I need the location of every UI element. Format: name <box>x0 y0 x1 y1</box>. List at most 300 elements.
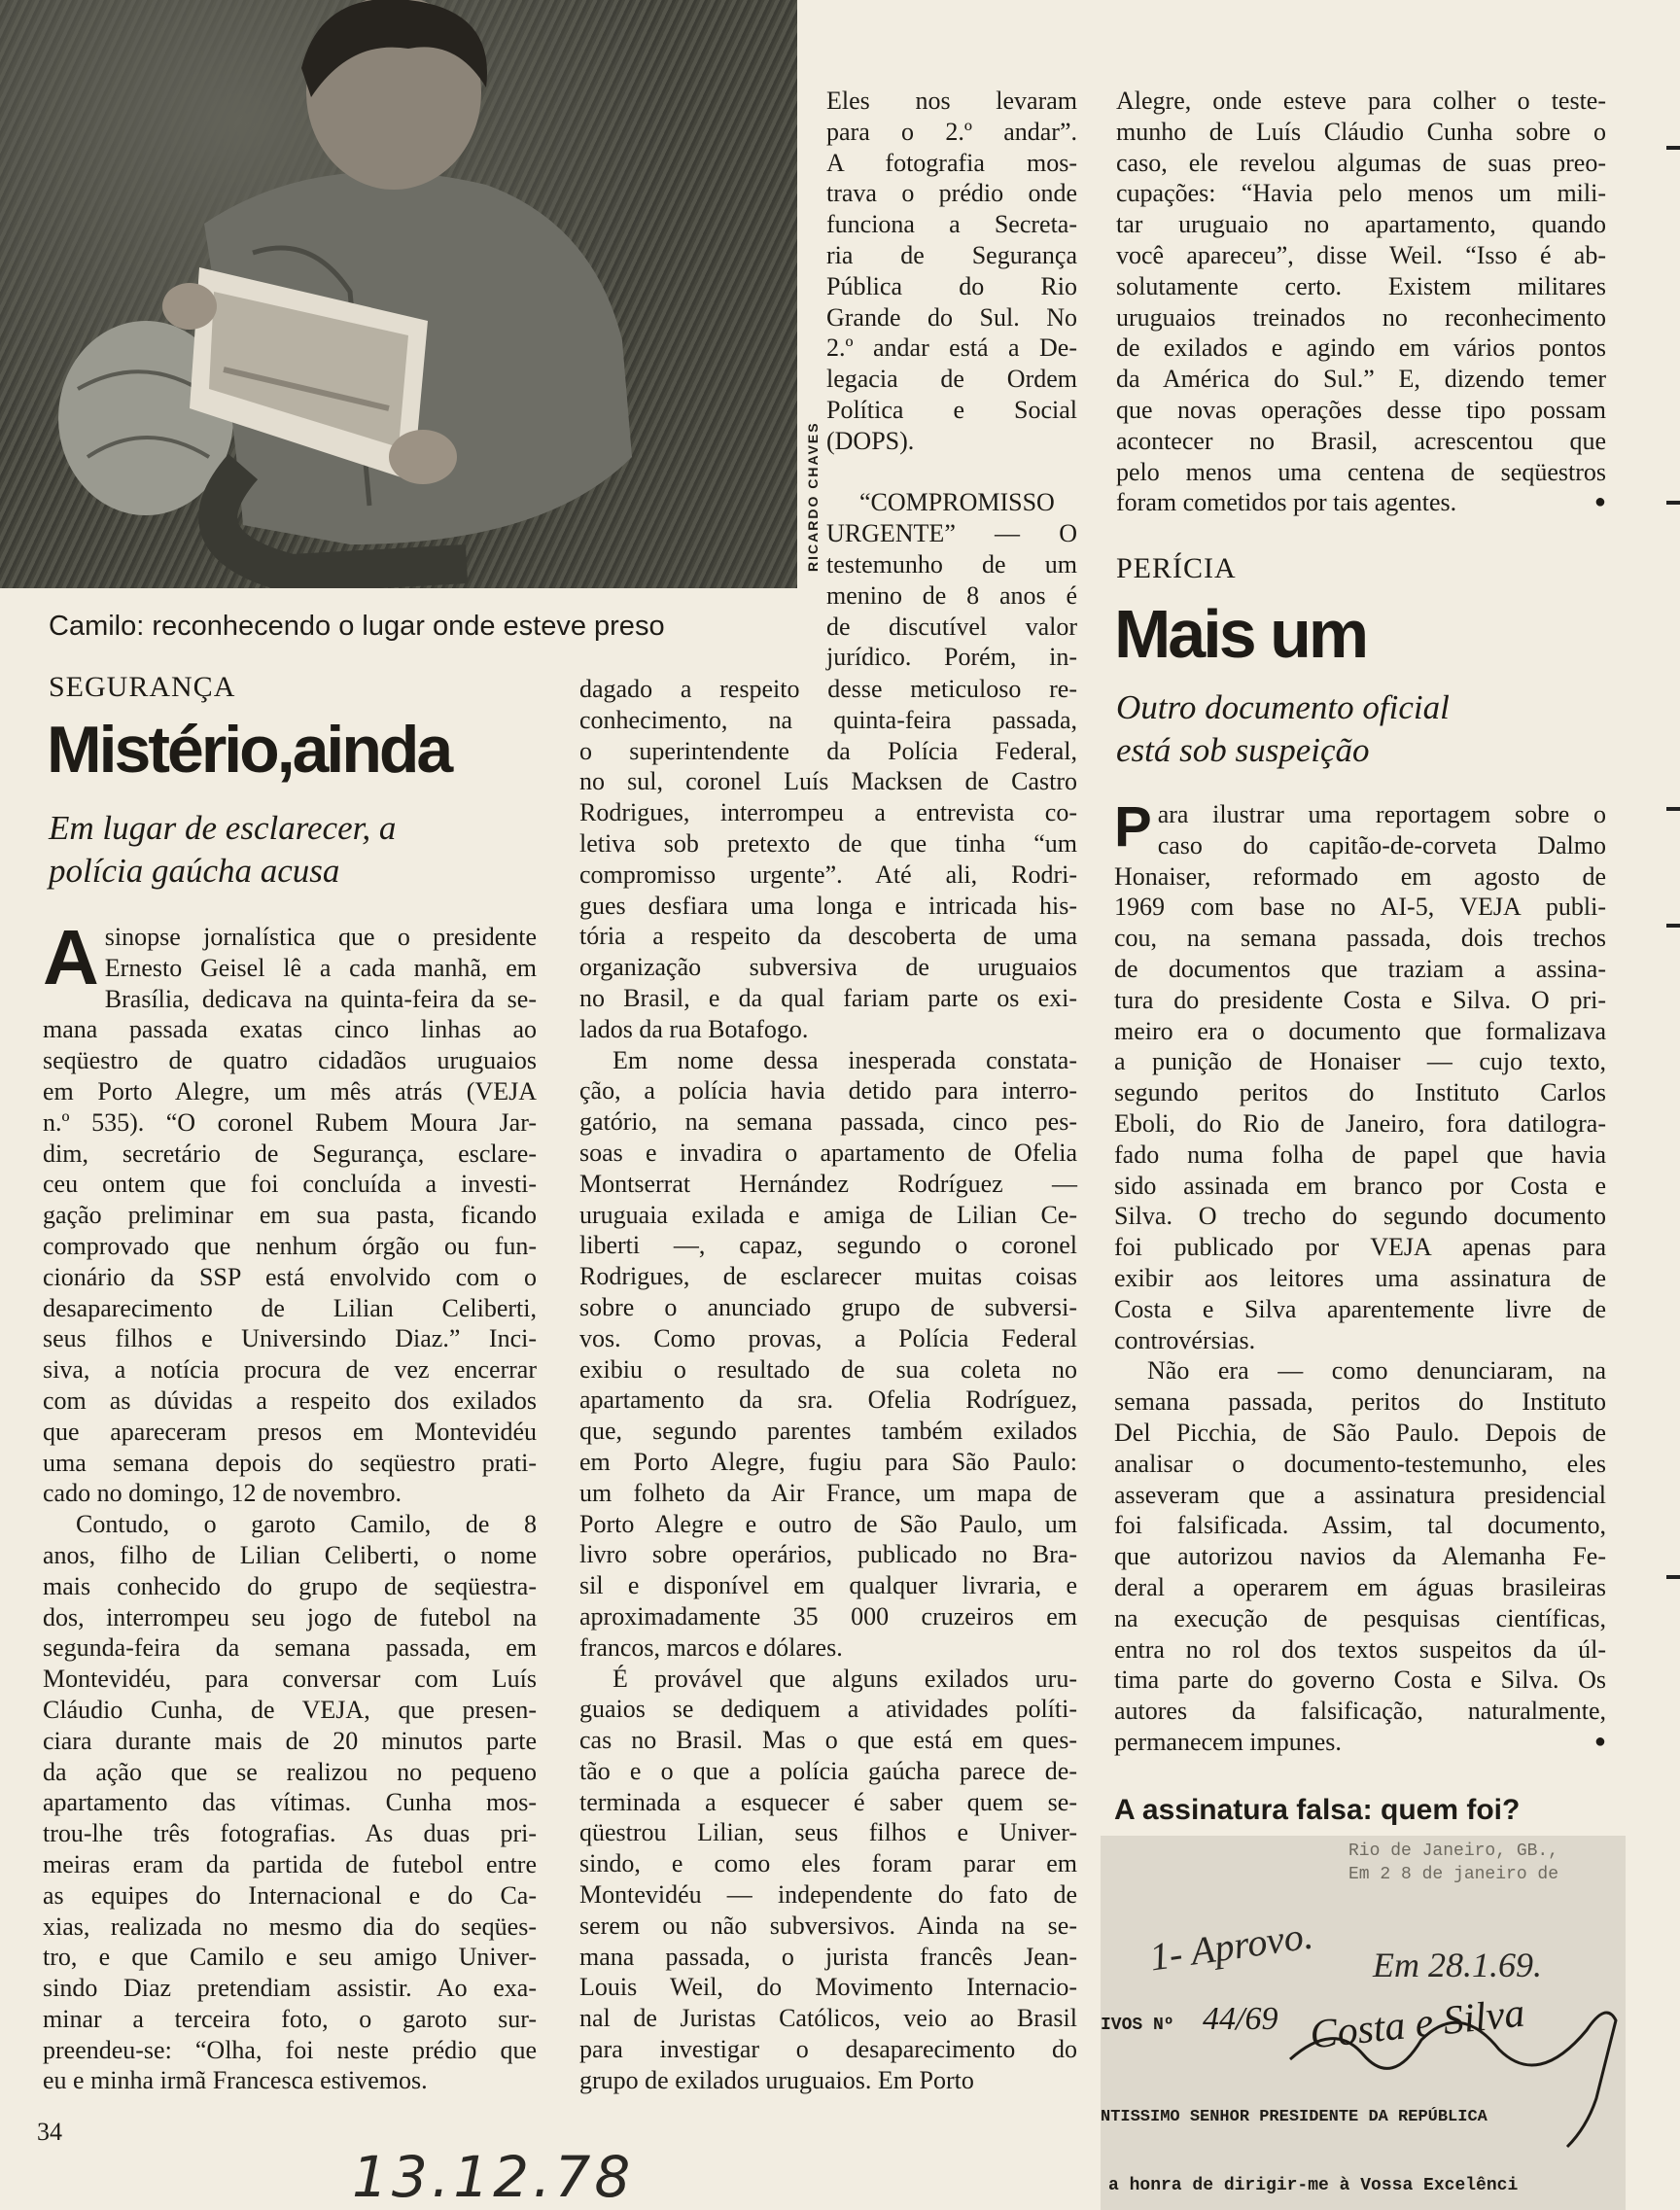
text-line <box>579 705 1077 736</box>
text-line <box>1114 1727 1606 1758</box>
text-line-content: ção, a polícia havia detido para interro- <box>579 1076 1077 1105</box>
text-line-content: liberti —, capaz, segundo o coronel <box>579 1231 1077 1260</box>
text-line-content: permanecem impunes. <box>1114 1727 1342 1756</box>
text-line <box>43 1231 537 1262</box>
text-line <box>43 1664 537 1695</box>
text-line <box>43 1632 537 1664</box>
text-line <box>579 1756 1077 1787</box>
dek2-line-2: está sob suspeição <box>1116 731 1370 769</box>
article-column-2-top <box>826 86 1077 673</box>
text-line-content: livro sobre operários, publicado no Bra- <box>579 1540 1077 1569</box>
text-line-content: (DOPS). <box>826 426 915 455</box>
article-column-2 <box>579 674 1077 2096</box>
text-line-content: no Brasil, e da qual fariam parte os exi- <box>579 983 1077 1012</box>
text-line <box>579 1230 1077 1261</box>
text-line-content: grupo de exilados uruguaios. Em Porto <box>579 2065 974 2094</box>
text-line <box>43 1973 537 2004</box>
text-line-content: acontecer no Brasil, acrescentou que <box>1116 426 1606 455</box>
text-line-content: que novas operações desse tipo possam <box>1116 395 1606 424</box>
text-line-content: tória a respeito da descoberta de uma <box>579 922 1077 951</box>
text-line-content: trava o prédio onde <box>826 179 1077 208</box>
text-line <box>43 1448 537 1479</box>
text-line <box>826 549 1077 580</box>
text-line <box>579 1570 1077 1601</box>
article-2-body <box>1114 795 1606 1758</box>
text-line <box>579 2034 1077 2065</box>
text-line <box>1114 923 1606 954</box>
text-line <box>1114 1325 1606 1356</box>
text-line <box>43 953 537 984</box>
text-line <box>1114 1355 1606 1386</box>
text-line-content: Honaiser, reformado em agosto de <box>1114 861 1606 891</box>
text-line <box>1116 209 1606 240</box>
text-line <box>1114 1480 1606 1511</box>
text-line <box>1116 240 1606 271</box>
text-line-content: cupações: “Havia pelo menos um mili- <box>1116 179 1606 208</box>
text-line-content: no sul, coronel Luís Macksen de Castro <box>579 767 1077 796</box>
text-line-content: jurídico. Porém, in- <box>826 643 1077 672</box>
text-line <box>1116 117 1606 148</box>
text-line-content: Cláudio Cunha, de VEJA, que presen- <box>43 1695 537 1724</box>
text-line <box>43 1942 537 1973</box>
text-line-content: desaparecimento de Lilian Celiberti, <box>43 1293 537 1322</box>
text-line-content: Porto Alegre e outro de São Paulo, um <box>579 1509 1077 1538</box>
text-line <box>43 1200 537 1231</box>
text-line <box>43 2065 537 2096</box>
text-line-content: deral a operarem em águas brasileiras <box>1114 1572 1606 1601</box>
text-line <box>1116 364 1606 395</box>
text-line <box>1114 1201 1606 1232</box>
text-line-content: o superintendente da Polícia Federal, <box>579 736 1077 765</box>
doc-avisos: IVOS Nº <box>1101 2016 1174 2035</box>
text-line <box>826 148 1077 179</box>
text-line-content: da América do Sul.” E, dizendo temer <box>1116 365 1606 394</box>
text-line-content: gação preliminar em sua pasta, ficando <box>43 1201 537 1230</box>
text-line-content: cado no domingo, 12 de novembro. <box>43 1479 402 1508</box>
text-line <box>1116 271 1606 302</box>
handwritten-date: 13.12.78 <box>352 2144 635 2210</box>
text-line <box>579 1045 1077 1076</box>
text-line <box>826 426 1077 457</box>
text-line-content: sindo Diaz pretendiam assistir. Ao exa- <box>43 1974 537 2003</box>
text-line-content: apartamento da sra. Ofelia Rodríguez, <box>579 1386 1077 1415</box>
text-line-content: controvérsias. <box>1114 1325 1256 1354</box>
text-line-content: ciara durante mais de 20 minutos parte <box>43 1726 537 1755</box>
text-line-content: foi publicado por VEJA apenas para <box>1114 1233 1606 1262</box>
text-line <box>43 1139 537 1170</box>
text-line <box>579 1664 1077 1695</box>
text-line-content: qüestrou Lilian, seus filhos e Univer- <box>579 1818 1077 1847</box>
text-line-content: guaios se dediquem a atividades políti- <box>579 1695 1077 1724</box>
text-line <box>1116 148 1606 179</box>
text-line-content: meiras eram da partida de futebol entre <box>43 1849 537 1878</box>
text-line-content: uma semana depois do seqüestro prati- <box>43 1448 537 1477</box>
text-line <box>1114 861 1606 893</box>
text-line-content: Montserrat Hernández Rodríguez — <box>579 1169 1077 1198</box>
text-line <box>826 612 1077 643</box>
text-line-content: mana passada exatas cinco linhas ao <box>43 1015 537 1044</box>
text-line <box>1114 1232 1606 1263</box>
text-line <box>1114 1077 1606 1108</box>
text-line-content: vos. Como provas, a Polícia Federal <box>579 1323 1077 1352</box>
text-line <box>43 1107 537 1139</box>
text-line <box>1116 178 1606 209</box>
text-line <box>826 117 1077 148</box>
text-line <box>43 1509 537 1540</box>
edge-mark <box>1666 1575 1680 1579</box>
photo-credit: RICARDO CHAVES <box>805 421 821 572</box>
text-line-content: da ação que se realizou no pequeno <box>43 1757 537 1786</box>
text-line-content: ria de Segurança <box>826 240 1077 269</box>
text-line-content: foram cometidos por tais agentes. <box>1116 488 1457 517</box>
text-line <box>826 86 1077 117</box>
text-line-content: trou-lhe três fotografias. As duas pri- <box>43 1819 537 1848</box>
text-line-content: na execução de pesquisas científicas, <box>1114 1603 1606 1632</box>
text-line-content: entra no rol dos textos suspeitos da úl- <box>1114 1634 1606 1664</box>
text-line <box>1116 333 1606 364</box>
headline: Mistério,ainda <box>47 713 451 787</box>
text-line-content: eu e minha irmã Francesca estivemos. <box>43 2066 428 2095</box>
text-line <box>579 2065 1077 2096</box>
text-line-content: exibiu o resultado de sua coleta no <box>579 1354 1077 1384</box>
doc-salutation: NTISSIMO SENHOR PRESIDENTE DA REPÚBLICA <box>1101 2108 1488 2126</box>
text-line <box>579 1509 1077 1540</box>
text-line-content: Rodrigues, interrompeu a entrevista co- <box>579 798 1077 827</box>
text-line-content: sobre o anunciado grupo de subversi- <box>579 1292 1077 1321</box>
text-line-content: caso do capitão-de-corveta Dalmo <box>1157 830 1606 859</box>
text-line <box>43 1014 537 1045</box>
text-line <box>43 1849 537 1880</box>
text-line-content: tima parte do governo Costa e Silva. Os <box>1114 1666 1606 1695</box>
text-line-content: com as dúvidas a respeito dos exilados <box>43 1386 537 1415</box>
text-line <box>579 1817 1077 1848</box>
photo-caption: Camilo: reconhecendo o lugar onde esteve preso <box>49 611 665 642</box>
text-line-content: caso, ele revelou algumas de suas preo- <box>1116 148 1606 177</box>
text-line <box>43 1169 537 1200</box>
text-line-content: foi falsificada. Assim, tal documento, <box>1114 1511 1606 1540</box>
doc-body-line: a honra de dirigir-me à Vossa Excelênci <box>1108 2176 1519 2195</box>
text-line-content: um folheto da Air France, um mapa de <box>579 1478 1077 1507</box>
text-line <box>579 983 1077 1014</box>
text-line-content: cas no Brasil. Mas o que está em ques- <box>579 1726 1077 1755</box>
text-line <box>43 1478 537 1509</box>
text-line-content: dagado a respeito desse meticuloso re- <box>579 675 1077 703</box>
text-line <box>826 240 1077 271</box>
text-line <box>579 1725 1077 1756</box>
text-line <box>43 1695 537 1726</box>
text-line <box>43 1076 537 1107</box>
text-line <box>1116 457 1606 488</box>
text-line-content: asseveram que a assinatura presidencial <box>1114 1480 1606 1509</box>
doc-avisos-number: 44/69 <box>1203 2001 1278 2037</box>
text-line-content: xias, realizada no mesmo dia do seqües- <box>43 1912 537 1941</box>
text-line <box>1116 426 1606 457</box>
text-line <box>826 518 1077 549</box>
text-line-content: menino de 8 anos é <box>826 580 1077 610</box>
text-line <box>1114 1541 1606 1572</box>
text-line <box>1114 1386 1606 1418</box>
text-line-content: pelo menos uma centena de seqüestros <box>1116 457 1606 486</box>
text-line <box>579 674 1077 705</box>
text-line-content: nal de Juristas Católicos, veio ao Brasil <box>579 2004 1077 2033</box>
text-line <box>43 1787 537 1818</box>
text-line-content: francos, marcos e dólares. <box>579 1632 843 1662</box>
text-line-content: meiro era o documento que formalizava <box>1114 1016 1606 1045</box>
dek-line-2: polícia gaúcha acusa <box>49 852 340 890</box>
text-line-content: uruguaia exilada e amiga de Lilian Ce- <box>579 1200 1077 1229</box>
article-column-3 <box>1116 86 1606 518</box>
text-line <box>579 1354 1077 1386</box>
dek-line-1: Em lugar de esclarecer, a <box>49 809 397 847</box>
text-line <box>579 1539 1077 1570</box>
dek2-line-1: Outro documento oficial <box>1116 688 1450 726</box>
photo-camilo <box>0 0 797 613</box>
text-line <box>579 2003 1077 2034</box>
text-line <box>826 395 1077 426</box>
text-line-content: Eles nos levaram <box>826 87 1077 115</box>
text-line <box>579 736 1077 767</box>
text-line <box>43 1757 537 1788</box>
text-line <box>43 922 537 953</box>
text-line <box>43 1262 537 1293</box>
text-line <box>579 828 1077 859</box>
text-line-content: mais conhecido do grupo de seqüestra- <box>43 1571 537 1600</box>
text-line-content: em Porto Alegre, um mês atrás (VEJA <box>43 1076 537 1105</box>
text-line-content: compromisso urgente”. Até ali, Rodri- <box>579 859 1077 889</box>
text-line-content: sil e disponível em qualquer livraria, e <box>579 1571 1077 1600</box>
text-line <box>826 487 1077 518</box>
text-line-content: seqüestro de quatro cidadãos uruguaios <box>43 1046 537 1075</box>
text-line-content: Pública do Rio <box>826 271 1077 300</box>
text-line <box>1114 1449 1606 1480</box>
text-line <box>579 1972 1077 2003</box>
text-line-content: preendeu-se: “Olha, foi neste prédio que <box>43 2035 537 2064</box>
text-line-content: Montevidéu, para conversar com Luís <box>43 1665 537 1694</box>
text-line <box>579 1323 1077 1354</box>
text-line-content: aproximadamente 35 000 cruzeiros em <box>579 1601 1077 1631</box>
text-line <box>1114 1634 1606 1666</box>
text-line <box>43 1726 537 1757</box>
text-line-content: 2.º andar está a De- <box>826 333 1077 363</box>
text-line-content: Brasília, dedicava na quinta-feira da se- <box>104 984 537 1013</box>
text-line <box>579 1075 1077 1106</box>
headline-2: Mais um <box>1114 596 1367 672</box>
text-line-content: funciona a Secreta- <box>826 210 1077 239</box>
text-line <box>43 1045 537 1076</box>
text-line-content: de discutível valor <box>826 612 1077 641</box>
text-line <box>826 209 1077 240</box>
text-line-content: autores da falsificação, naturalmente, <box>1114 1697 1606 1726</box>
text-line <box>43 1540 537 1571</box>
text-line-content: seus filhos e Universindo Diaz.” Inci- <box>43 1324 537 1353</box>
text-line <box>579 1787 1077 1818</box>
text-line-content: solutamente certo. Existem militares <box>1116 271 1606 300</box>
text-line <box>43 1354 537 1386</box>
text-line-content: Alegre, onde esteve para colher o teste- <box>1116 87 1606 115</box>
text-line-content: semana passada, peritos do Instituto <box>1114 1387 1606 1417</box>
text-line <box>1114 1171 1606 1202</box>
text-line <box>826 364 1077 395</box>
text-line-content: ceu ontem que foi concluída a investi- <box>43 1170 537 1199</box>
end-mark: ● <box>1579 1730 1606 1752</box>
text-line <box>1114 1696 1606 1727</box>
text-line-content: a punição de Honaiser — cujo texto, <box>1114 1047 1606 1076</box>
text-line <box>43 2004 537 2035</box>
text-line-content: de exilados e agindo em vários pontos <box>1116 333 1606 363</box>
text-line <box>579 952 1077 983</box>
text-line <box>579 1106 1077 1138</box>
text-line-content: fado numa folha de papel que havia <box>1114 1140 1606 1169</box>
text-line <box>579 1478 1077 1509</box>
text-line <box>579 921 1077 952</box>
text-line-content: cou, na semana passada, dois trechos <box>1114 924 1606 953</box>
text-line-content: É provável que alguns exilados uru- <box>612 1664 1077 1693</box>
text-line-content: para o 2.º andar”. <box>826 117 1077 146</box>
text-line <box>1114 1510 1606 1541</box>
text-line-content: legacia de Ordem <box>826 365 1077 394</box>
text-line <box>1114 1418 1606 1449</box>
text-line-content: Política e Social <box>826 395 1077 424</box>
text-line-content: tura do presidente Costa e Silva. O pri- <box>1114 985 1606 1014</box>
text-line <box>1114 954 1606 985</box>
text-line <box>579 766 1077 797</box>
text-line <box>579 1879 1077 1911</box>
text-line <box>579 1416 1077 1447</box>
edge-mark <box>1666 924 1680 928</box>
text-line-content: serem ou não subversivos. Ainda na se- <box>579 1911 1077 1940</box>
text-line-content: exibir aos leitores uma assinatura de <box>1114 1263 1606 1292</box>
text-line-content: letiva sob pretexto de que tinha “um <box>579 828 1077 858</box>
text-line-content: tro, e que Camilo e seu amigo Univer- <box>43 1943 537 1972</box>
text-line-content: “COMPROMISSO <box>859 488 1055 517</box>
text-line-content: uruguaios treinados no reconhecimento <box>1116 302 1606 332</box>
text-line <box>579 1601 1077 1632</box>
text-line <box>579 1385 1077 1416</box>
text-line <box>43 1417 537 1448</box>
text-line <box>826 302 1077 333</box>
text-line <box>579 891 1077 922</box>
text-line-content: em Porto Alegre, fugiu para São Paulo: <box>579 1447 1077 1476</box>
text-line <box>1114 1046 1606 1077</box>
text-line-content: URGENTE” — O <box>826 519 1077 548</box>
section-label: SEGURANÇA <box>49 671 236 703</box>
text-line <box>579 1169 1077 1200</box>
text-line <box>43 1293 537 1324</box>
text-line-content: munho de Luís Cláudio Cunha sobre o <box>1116 117 1606 146</box>
text-line <box>43 984 537 1015</box>
text-line-content: para investigar o desaparecimento do <box>579 2035 1077 2064</box>
text-line <box>1116 487 1606 518</box>
doc-date-handwritten: Em 28.1.69. <box>1373 1946 1542 1984</box>
text-line <box>826 271 1077 302</box>
end-mark: ● <box>1579 491 1606 513</box>
text-line-content: soas e invadira o apartamento de Ofelia <box>579 1138 1077 1167</box>
text-line-content: gatório, na semana passada, cinco pes- <box>579 1107 1077 1137</box>
text-line <box>579 1911 1077 1942</box>
text-line <box>579 1848 1077 1879</box>
text-line-content: dos, interrompeu seu jogo de futebol na <box>43 1602 537 1631</box>
text-line <box>826 457 1077 488</box>
text-line <box>1114 985 1606 1016</box>
text-line <box>579 859 1077 891</box>
text-line-content: analisar o documento-testemunho, eles <box>1114 1449 1606 1478</box>
text-line-content: de documentos que traziam a assina- <box>1114 954 1606 983</box>
text-line-content: as equipes do Internacional e do Ca- <box>43 1880 537 1910</box>
text-line <box>579 1014 1077 1045</box>
text-line-content: gues desfiara uma longa e intricada his- <box>579 891 1077 920</box>
text-line-content: conhecimento, na quinta-feira passada, <box>579 705 1077 734</box>
text-line-content: sindo, e como eles foram parar em <box>579 1849 1077 1878</box>
drop-cap: P <box>1114 795 1152 859</box>
text-line-content: comprovado que nenhum órgão ou fun- <box>43 1231 537 1260</box>
text-line-content: testemunho de um <box>826 549 1077 579</box>
text-line-content: 1969 com base no AI-5, VEJA publi- <box>1114 893 1606 922</box>
edge-mark <box>1666 146 1680 150</box>
text-line <box>1114 1016 1606 1047</box>
text-line <box>1116 302 1606 333</box>
text-line <box>43 1571 537 1602</box>
text-line <box>579 797 1077 828</box>
text-line-content: segundo peritos do Instituto Carlos <box>1114 1078 1606 1107</box>
text-line <box>1114 1665 1606 1696</box>
doc-signature: Costa e Silva <box>1308 1990 1527 2058</box>
text-line <box>1114 1263 1606 1294</box>
text-line <box>43 1912 537 1943</box>
text-line-content: Grande do Sul. No <box>826 302 1077 332</box>
text-line-content: Em nome dessa inesperada constata- <box>612 1045 1077 1074</box>
text-line-content: Contudo, o garoto Camilo, de 8 <box>76 1510 537 1539</box>
section-label-2: PERÍCIA <box>1116 552 1237 584</box>
text-line-content: que, segundo parentes também exilados <box>579 1417 1077 1446</box>
text-line <box>1116 86 1606 117</box>
photo-illustration <box>0 0 797 613</box>
text-line <box>43 1323 537 1354</box>
text-line <box>826 642 1077 673</box>
text-line <box>43 1602 537 1633</box>
text-line-content: Del Picchia, de São Paulo. Depois de <box>1114 1418 1606 1447</box>
article-column-1 <box>43 914 537 2096</box>
doc-line-2: Em 2 8 de janeiro de <box>1348 1865 1559 1884</box>
text-line-content: n.º 535). “O coronel Rubem Moura Jar- <box>43 1107 537 1137</box>
text-line <box>1114 1294 1606 1325</box>
figure-caption: A assinatura falsa: quem foi? <box>1114 1794 1521 1826</box>
text-line-content: lados da rua Botafogo. <box>579 1014 809 1043</box>
text-line <box>43 2035 537 2066</box>
text-line-content: Ernesto Geisel lê a cada manhã, em <box>104 953 537 982</box>
text-line <box>1114 1603 1606 1634</box>
drop-cap: A <box>43 914 99 1000</box>
text-line-content: anos, filho de Lilian Celiberti, o nome <box>43 1540 537 1569</box>
text-line-content: tar uruguaio no apartamento, quando <box>1116 210 1606 239</box>
text-line <box>826 580 1077 612</box>
text-line-content: que autorizou navios da Alemanha Fe- <box>1114 1542 1606 1571</box>
text-line-content: Rodrigues, de esclarecer muitas coisas <box>579 1262 1077 1291</box>
text-line-content: você apareceu”, disse Weil. “Isso é ab- <box>1116 240 1606 269</box>
text-line-content: dim, secretário de Segurança, esclare- <box>43 1139 537 1168</box>
text-line <box>579 1694 1077 1725</box>
text-line-content: sido assinada em branco por Costa e <box>1114 1171 1606 1200</box>
text-line <box>579 1292 1077 1323</box>
text-line-content: A fotografia mos- <box>826 148 1077 177</box>
doc-aprovo: 1- Aprovo. <box>1146 1912 1316 1980</box>
text-line-content: apartamento das vítimas. Cunha mos- <box>43 1788 537 1817</box>
edge-mark <box>1666 807 1680 811</box>
text-line <box>1114 1108 1606 1140</box>
text-line-content: Costa e Silva aparentemente livre de <box>1114 1294 1606 1323</box>
doc-line-1: Rio de Janeiro, GB., <box>1348 1842 1559 1861</box>
text-line-content: segunda-feira da semana passada, em <box>43 1633 537 1663</box>
text-line-content: minar a terceira foto, o garoto sur- <box>43 2004 537 2033</box>
